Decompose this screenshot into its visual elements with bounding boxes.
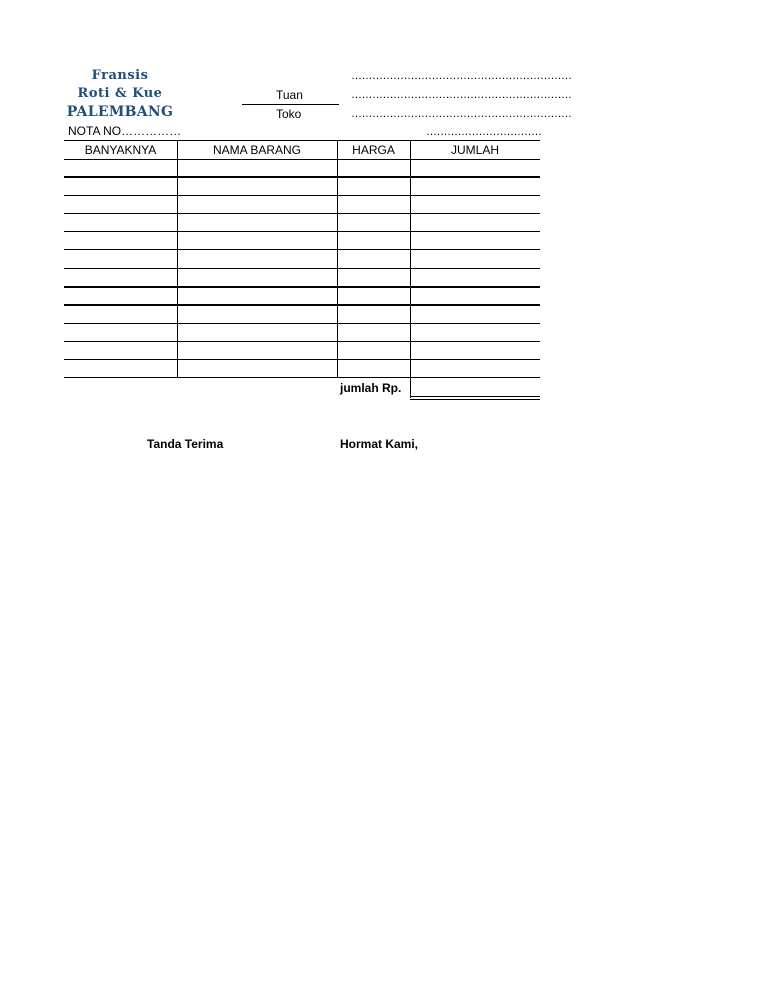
- nota-number-label: NOTA NO……………: [68, 124, 182, 138]
- col-header-harga: HARGA: [352, 143, 395, 157]
- col-header-jumlah: JUMLAH: [450, 143, 499, 157]
- row-line: [64, 268, 540, 269]
- row-line: [64, 341, 540, 342]
- received-by-label: Tanda Terima: [147, 437, 224, 451]
- total-label: jumlah Rp.: [340, 381, 402, 395]
- toko-label: Toko: [276, 107, 302, 121]
- row-line: [64, 304, 540, 306]
- brand-subtitle: Roti & Kue: [77, 86, 163, 101]
- nota-date-dots: ……………………………: [426, 126, 542, 138]
- col-header-banyaknya: BANYAKNYA: [84, 143, 157, 157]
- table-header-border: [64, 159, 540, 160]
- row-line: [64, 323, 540, 324]
- total-underline-1: [410, 396, 540, 397]
- brand-city: PALEMBANG: [66, 104, 174, 120]
- brand-name: Fransis: [91, 68, 149, 83]
- address-dots-3: ………………………………………………………: [351, 108, 572, 120]
- address-dots-1: ………………………………………………………: [351, 70, 572, 82]
- row-line: [64, 195, 540, 196]
- table-bottom-border: [64, 377, 540, 378]
- row-line: [64, 176, 540, 178]
- address-dots-2: ………………………………………………………: [351, 89, 572, 101]
- row-line: [64, 213, 540, 214]
- col-header-nama-barang: NAMA BARANG: [212, 143, 302, 157]
- row-line: [64, 231, 540, 232]
- table-top-border: [64, 140, 540, 141]
- row-line: [64, 249, 540, 250]
- row-line: [64, 286, 540, 288]
- total-underline-2: [410, 399, 540, 400]
- regards-label: Hormat Kami,: [340, 437, 419, 451]
- row-line: [64, 359, 540, 360]
- tuan-label: Tuan: [276, 88, 303, 102]
- tuan-underline: [242, 104, 339, 105]
